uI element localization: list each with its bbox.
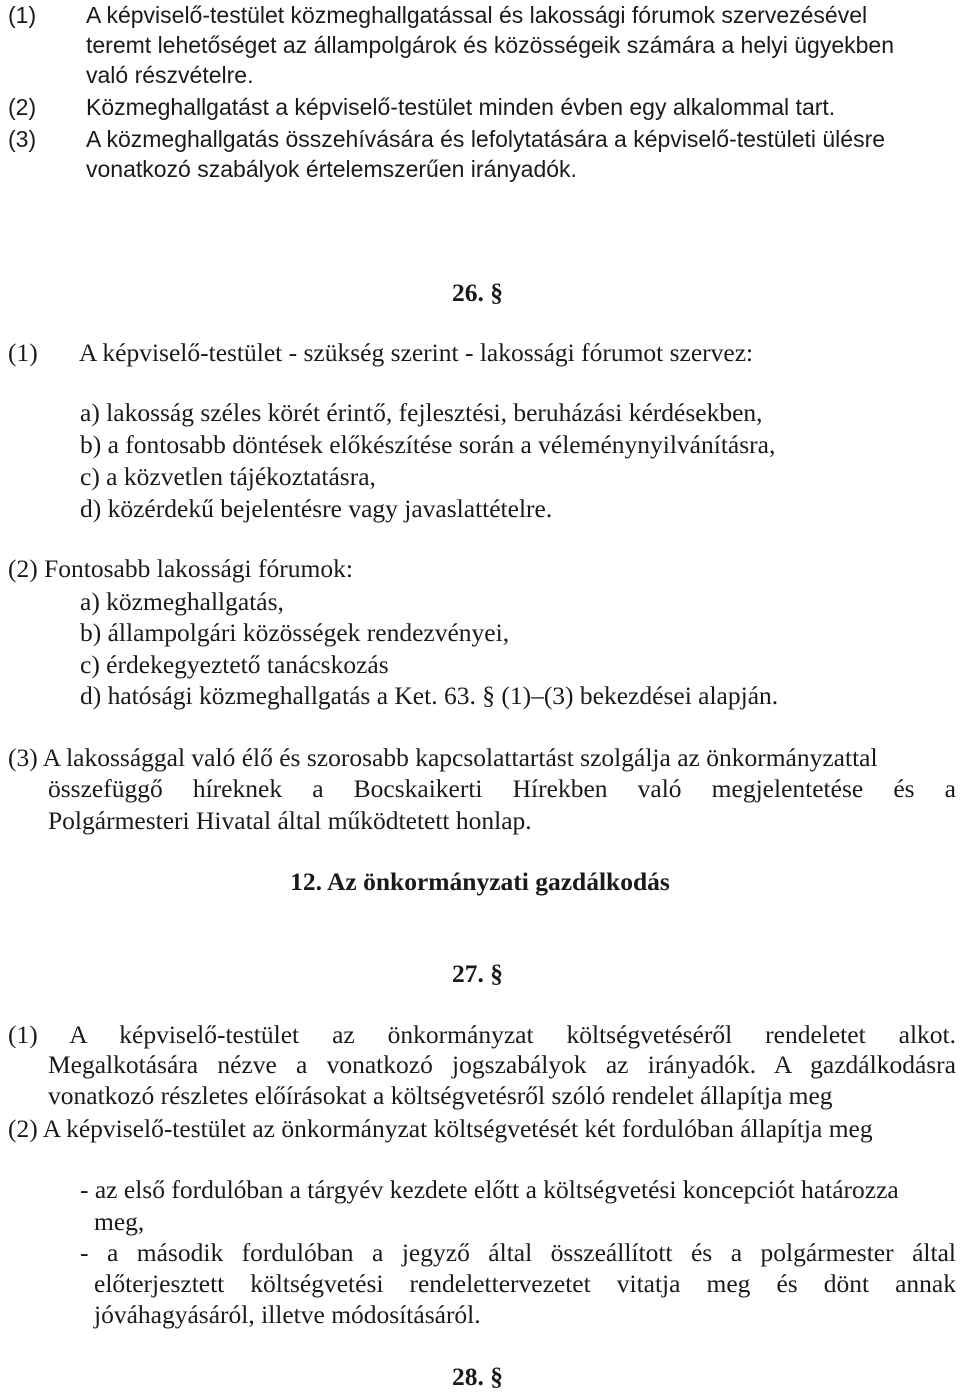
s25-p1-line2: teremt lehetőséget az állampolgárok és közösségeik számára a helyi ügyekben [86,32,894,58]
s27-dash1-line1: - az első fordulóban a tárgyév kezdete előtt a költségvetési koncepciót határozza [80,1175,899,1204]
s26-p1-line1: A képviselő-testület - szükség szerint - lakossági fórumot szervez: [79,338,754,367]
s26-p2-line1: (2) Fontosabb lakossági fórumok: [8,554,353,583]
s25-p1-line1: A képviselő-testület közmeghallgatással és lakossági fórumok szervezésével [86,2,868,28]
s26-p3-line3: Polgármesteri Hivatal által működtetett honlap. [48,806,532,835]
s26-p2-item-d: d) hatósági közmeghallgatás a Ket. 63. § (1)–(3) bekezdései alapján. [80,681,779,710]
s26-p2-item-a: a) közmeghallgatás, [80,587,284,616]
s26-item-d: d) közérdekű bejelentésre vagy javaslattételre. [80,494,553,523]
s26-p2-item-c: c) érdekegyeztető tanácskozás [80,650,389,679]
s25-p1-number: (1) [8,2,37,28]
s27-dash1-line2: meg, [94,1207,145,1236]
s27-p1-line1: (1) A képviselő-testület az önkormányzat költségvetéséről rendeletet alkot. [8,1020,956,1049]
section-27-heading: 27. § [452,959,503,988]
s27-dash2-line1: - a második fordulóban a jegyző által összeállított és a polgármester által [80,1238,956,1267]
s26-item-b: b) a fontosabb döntések előkészítése során a véleménynyilvánításra, [80,430,776,459]
s27-dash2-line2: előterjesztett költségvetési rendelettervezetet vitatja meg és dönt annak [94,1269,956,1298]
s26-p1-number: (1) [8,338,38,367]
section-26-heading: 26. § [452,278,503,307]
s27-p1-line2: Megalkotására nézve a vonatkozó jogszabályok az irányadók. A gazdálkodásra [48,1050,956,1079]
s25-p3-number: (3) [8,126,37,152]
s27-p2-line1: (2) A képviselő-testület az önkormányzat költségvetését két fordulóban állapítja meg [8,1114,873,1143]
s25-p2-line1: Közmeghallgatást a képviselő-testület minden évben egy alkalommal tart. [86,94,836,120]
s26-item-c: c) a közvetlen tájékoztatásra, [80,462,376,491]
s27-dash2-line3: jóváhagyásáról, illetve módosításáról. [94,1300,481,1329]
s27-p1-line3: vonatkozó részletes előírásokat a költségvetésről szóló rendelet állapítja meg [48,1081,833,1110]
s26-item-a: a) lakosság széles körét érintő, fejlesztési, beruházási kérdésekben, [80,398,763,427]
s25-p3-line2: vonatkozó szabályok értelemszerűen irányadók. [86,156,577,182]
s26-p3-line2: összefüggő híreknek a Bocskaikerti Hírekben való megjelentetése és a [48,774,956,803]
s26-p3-line1: (3) A lakossággal való élő és szorosabb kapcsolattartást szolgálja az önkormányzattal [8,743,878,772]
s25-p3-line1: A közmeghallgatás összehívására és lefolytatására a képviselő-testületi ülésre [86,126,886,152]
s25-p1-line3: való részvételre. [86,62,254,88]
chapter-12-heading: 12. Az önkormányzati gazdálkodás [290,867,670,896]
s26-p2-item-b: b) állampolgári közösségek rendezvényei, [80,618,510,647]
s25-p2-number: (2) [8,94,37,120]
section-28-heading: 28. § [452,1362,503,1391]
